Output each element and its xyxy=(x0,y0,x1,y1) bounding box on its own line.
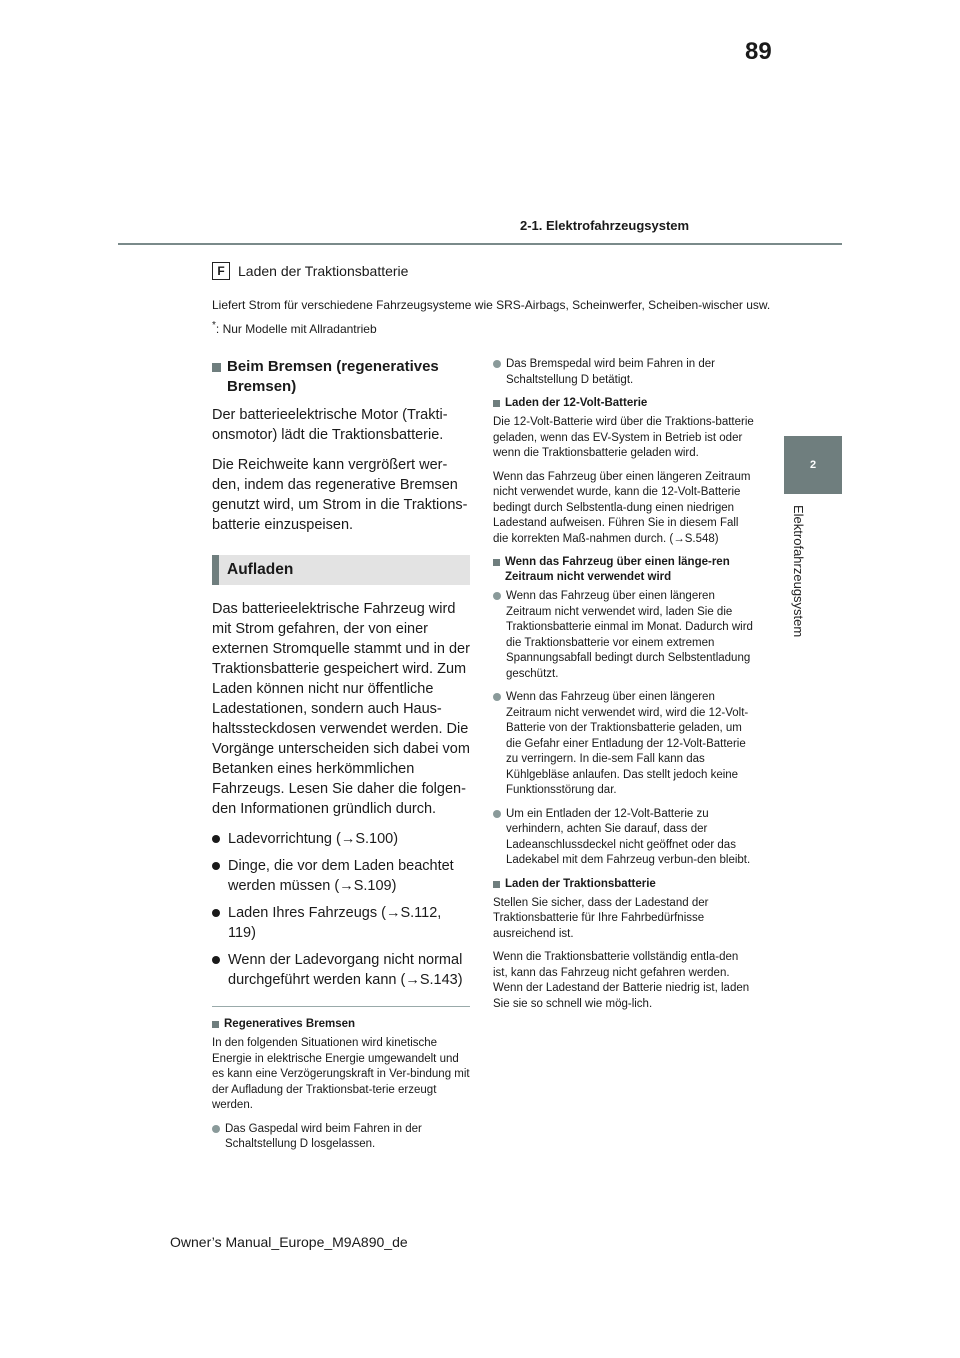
square-bullet-icon xyxy=(493,559,500,566)
heading-text: Beim Bremsen (regeneratives Bremsen) xyxy=(227,358,439,395)
list-item xyxy=(212,903,470,943)
note-list-item xyxy=(493,807,755,869)
note-paragraph: Wenn das Fahrzeug über einen längeren Zeitraum nicht verwendet wurde, kann die 12-Volt-Batterie bedingt durch Selbstentla-dung einen niedrigen Ladestand aufweisen. Führen Sie in diesem Fall die korrekten Maß-nahmen durch. (→S.548) xyxy=(493,470,751,545)
note-heading-text: Regeneratives Bremsen xyxy=(224,1018,356,1030)
right-column xyxy=(493,357,755,1020)
list-item-text: Wenn das Fahrzeug über einen längeren Zeitraum nicht verwendet wird, wird die 12-Volt-Batterie von der Traktionsbatterie geladen, um die Gefahr einer Entladung der 12-Volt-Batterie zu verringern. In die-sem Fall kann das Kühlgebläse anlaufen. Das stellt jedoch keine Funktionsstörung dar. xyxy=(506,691,749,796)
component-letter-box: F xyxy=(212,262,230,280)
square-bullet-icon xyxy=(212,363,221,372)
bullet-dot-icon xyxy=(493,810,501,818)
heading-regenerative-braking xyxy=(212,357,470,397)
list-item-text: Wenn der Ladevorgang nicht normal durchgeführt werden kann (→S.143) xyxy=(228,952,463,988)
top-block xyxy=(212,262,772,336)
note-heading-text: Laden der 12-Volt-Batterie xyxy=(505,397,648,409)
list-item-text: Das Bremspedal wird beim Fahren in der Schaltstellung D betätigt. xyxy=(506,358,716,386)
list-item xyxy=(212,829,470,849)
square-bullet-icon xyxy=(212,1021,219,1028)
note-paragraph: Stellen Sie sicher, dass der Ladestand der Traktionsbatterie für Ihre Fahrbedürfnisse ausreichend ist. xyxy=(493,896,709,940)
section-heading-aufladen: Aufladen xyxy=(212,555,470,585)
note-paragraph: Wenn die Traktionsbatterie vollständig entla-den ist, kann das Fahrzeug nicht gefahren werden. Wenn der Ladestand der Batterie niedrig ist, laden Sie sie so schnell wie mög-lich. xyxy=(493,951,750,1010)
list-item-text: Wenn das Fahrzeug über einen längeren Zeitraum nicht verwendet wird, laden Sie die Traktionsbatterie einmal im Monat. Dadurch wird die Traktionsbatterie vor einem extremen Spannungsabfall bedingt durch Selbstentladung geschützt. xyxy=(506,590,753,680)
footnote xyxy=(212,320,772,336)
note-list-item xyxy=(212,1122,470,1153)
note-list-item xyxy=(493,589,755,682)
note-list-item xyxy=(493,357,755,388)
list-item-text: Um ein Entladen der 12-Volt-Batterie zu verhindern, achten Sie darauf, dass der Ladeanschlussdeckel nicht geöffnet oder das Ladekabel mit dem Fahrzeug verbun-den bleibt. xyxy=(506,807,751,866)
header-rule xyxy=(118,243,842,245)
bullet-dot-icon xyxy=(493,693,501,701)
bullet-dot-icon xyxy=(212,835,220,843)
paragraph: Das batterieelektrische Fahrzeug wird mit Strom gefahren, der von einer externen Stromquelle stammt und in der Traktionsbatterie gespeichert wird. Zum Laden können nicht nur öffentliche Ladestationen, sondern auch Haus-haltssteckdosen verwendet werden. Die Vorgänge unterscheiden sich dabei vom Betanken eines herkömmlichen Fahrzeugs. Lesen Sie daher die folgen-den Informationen gründlich durch. xyxy=(212,601,470,817)
note-heading-traction xyxy=(493,877,755,892)
paragraph: Die Reichweite kann vergrößert wer-den, indem das regenerative Bremsen genutzt wird, um Strom in die Traktions-batterie einzuspeisen. xyxy=(212,457,468,533)
list-item-text: Ladevorrichtung (→S.100) xyxy=(228,831,399,847)
square-bullet-icon xyxy=(493,400,500,407)
footnote-text: : Nur Modelle mit Allradantrieb xyxy=(215,322,377,336)
note-heading-12v xyxy=(493,396,755,411)
note-paragraph: Die 12-Volt-Batterie wird über die Traktions-batterie geladen, wenn das EV-System in Betrieb ist oder wenn die Traktionsbatterie geladen wird. xyxy=(493,416,754,459)
note-list-item xyxy=(493,690,755,799)
note-heading-long-storage xyxy=(493,555,755,585)
chapter-side-label: Elektrofahrzeugsystem xyxy=(791,505,806,638)
component-f-label: Laden der Traktionsbatterie xyxy=(238,263,409,279)
bullet-dot-icon xyxy=(493,360,501,368)
bullet-dot-icon xyxy=(212,909,220,917)
paragraph: Der batterieelektrische Motor (Trakti-onsmotor) lädt die Traktionsbatterie. xyxy=(212,407,448,443)
list-item-text: Laden Ihres Fahrzeugs (→S.112, 119) xyxy=(228,905,442,941)
section-header: 2-1. Elektrofahrzeugsystem xyxy=(520,218,690,233)
bullet-dot-icon xyxy=(212,956,220,964)
footnote-mark: * xyxy=(212,320,216,331)
note-paragraph: In den folgenden Situationen wird kinetische Energie in elektrische Energie umgewandelt und es kann eine Verzögerungskraft in Ver-bindung mit der Aufladung der Traktionsbat-terie erzeugt werden. xyxy=(212,1037,470,1111)
bullet-dot-icon xyxy=(493,592,501,600)
list-item-text: Dinge, die vor dem Laden beachtet werden müssen (→S.109) xyxy=(228,858,454,894)
list-item xyxy=(212,950,470,990)
component-description: Liefert Strom für verschiedene Fahrzeugsysteme wie SRS-Airbags, Scheinwerfer, Scheiben-wischer usw. xyxy=(212,298,771,312)
bullet-dot-icon xyxy=(212,1125,220,1133)
list-item xyxy=(212,856,470,896)
component-f-row xyxy=(212,262,772,280)
chapter-tab: 2 xyxy=(784,436,842,494)
footer-text: Owner’s Manual_Europe_M9A890_de xyxy=(170,1234,408,1250)
note-heading xyxy=(212,1017,470,1032)
left-column xyxy=(212,357,470,1161)
note-divider xyxy=(212,1006,470,1007)
note-heading-text: Wenn das Fahrzeug über einen länge-ren Zeitraum nicht verwendet wird xyxy=(505,556,730,583)
page-number: 89 xyxy=(745,38,772,65)
bullet-dot-icon xyxy=(212,862,220,870)
square-bullet-icon xyxy=(493,881,500,888)
list-item-text: Das Gaspedal wird beim Fahren in der Schaltstellung D losgelassen. xyxy=(225,1122,422,1150)
note-heading-text: Laden der Traktionsbatterie xyxy=(505,877,656,890)
